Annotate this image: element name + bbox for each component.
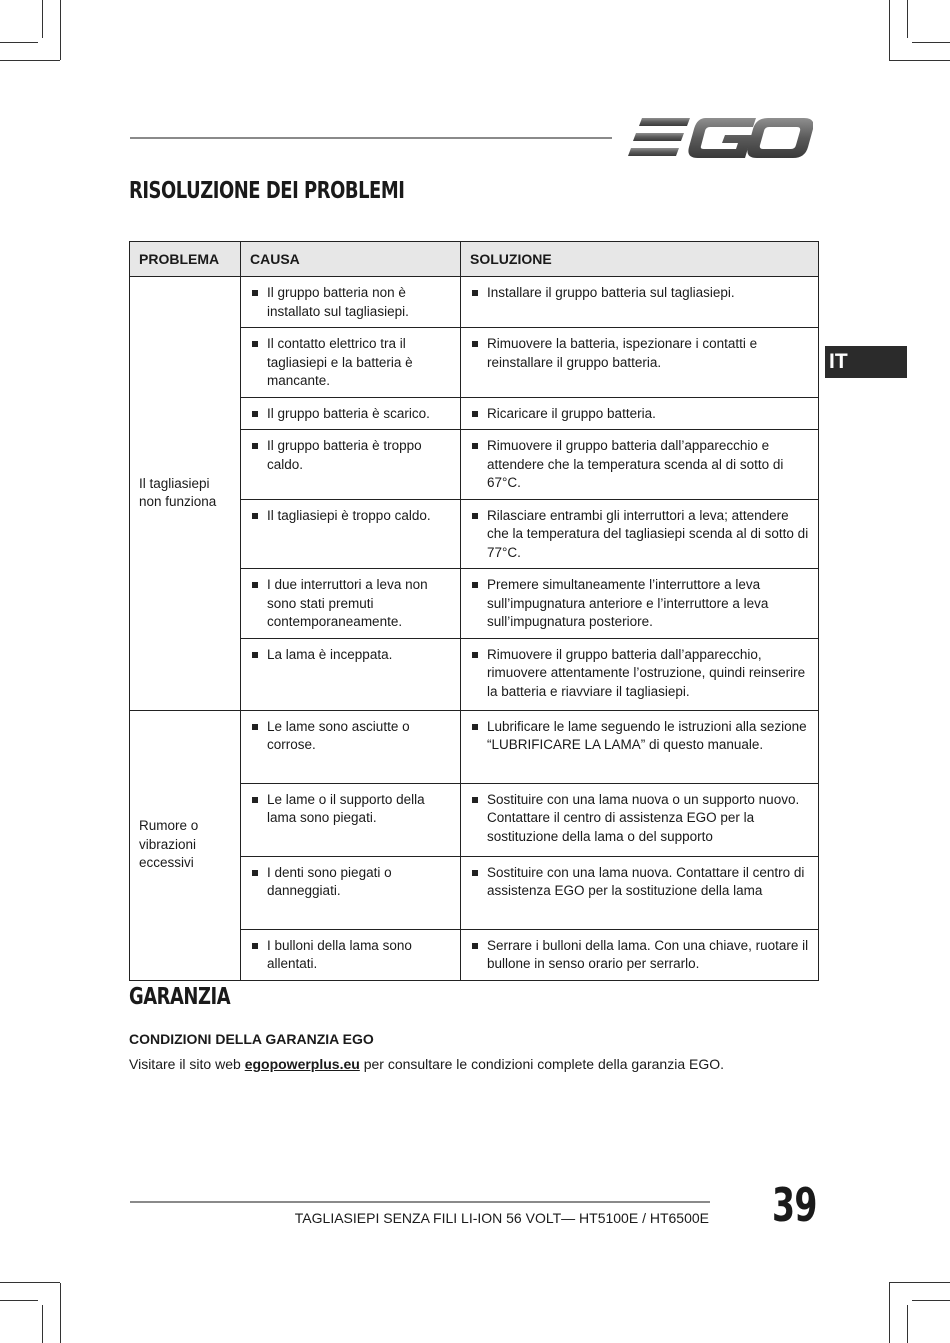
bullet-icon (472, 411, 478, 417)
crop-mark (907, 1305, 908, 1343)
crop-mark (0, 60, 60, 61)
header-problem: PROBLEMA (130, 242, 241, 277)
solution-text: Lubrificare le lame seguendo le istruzioni alla sezione “LUBRIFICARE LA LAMA” di questo manuale. (487, 718, 807, 752)
crop-mark (42, 0, 43, 38)
solution-text: Serrare i bulloni della lama. Con una chiave, ruotare il bullone in senso orario per serrarlo. (487, 937, 809, 971)
crop-mark (912, 42, 950, 43)
crop-mark (889, 1282, 950, 1283)
solution-text: Rimuovere il gruppo batteria dall’apparecchio, rimuovere attentamente l’ostruzione, quindi reinserire la batteria e riavviare il tagliasiepi. (487, 646, 806, 699)
crop-mark (60, 1283, 61, 1343)
warranty-link[interactable]: egopowerplus.eu (244, 1056, 360, 1072)
section-title-troubleshooting: RISOLUZIONE DEI PROBLEMI (129, 178, 405, 204)
solution-text: Sostituire con una lama nuova. Contattare il centro di assistenza EGO per la sostituzione della lama (487, 864, 805, 898)
ego-logo (628, 116, 813, 160)
bullet-icon (252, 290, 258, 296)
problem-cell: Rumore o vibrazioni eccessivi (130, 710, 241, 980)
bullet-icon (252, 652, 258, 658)
cause-text: Il gruppo batteria è troppo caldo. (267, 438, 422, 472)
bullet-icon (252, 341, 258, 347)
bullet-icon (472, 582, 478, 588)
bullet-icon (252, 943, 258, 949)
cause-text: Il contatto elettrico tra il tagliasiepi e la batteria è mancante. (267, 336, 413, 388)
crop-mark (0, 42, 38, 43)
bullet-icon (472, 513, 478, 519)
solution-text: Rilasciare entrambi gli interruttori a leva; attendere che la temperatura del tagliasiepi scenda al di sotto di 77°C. (487, 507, 809, 560)
bullet-icon (472, 652, 478, 658)
warranty-text-before: Visitare il sito web (129, 1056, 245, 1072)
table-row (130, 277, 819, 328)
bullet-icon (472, 290, 478, 296)
bullet-icon (472, 443, 478, 449)
problem-cell: Il tagliasiepi non funziona (130, 277, 241, 711)
cause-text: I denti sono piegati o danneggiati. (267, 864, 392, 898)
crop-mark (42, 1305, 43, 1343)
bullet-icon (252, 411, 258, 417)
cause-text: I due interruttori a leva non sono stati premuti contemporaneamente. (267, 577, 428, 629)
footer-rule (130, 1201, 710, 1203)
troubleshooting-table (129, 241, 819, 981)
solution-text: Ricaricare il gruppo batteria. (487, 405, 656, 421)
bullet-icon (472, 870, 478, 876)
bullet-icon (252, 582, 258, 588)
crop-mark (889, 1283, 890, 1343)
cause-text: La lama è inceppata. (267, 646, 393, 662)
crop-mark (889, 60, 950, 61)
bullet-icon (252, 513, 258, 519)
crop-mark (912, 1300, 950, 1301)
bullet-icon (472, 724, 478, 730)
header-solution: SOLUZIONE (461, 242, 819, 277)
bullet-icon (472, 943, 478, 949)
table-row (130, 710, 819, 783)
solution-text: Installare il gruppo batteria sul tagliasiepi. (487, 285, 735, 300)
solution-text: Premere simultaneamente l’interruttore a leva sull’impugnatura anteriore e l’interruttore a leva sull’impugnatura posteriore. (487, 577, 769, 629)
language-tab: IT (825, 346, 907, 378)
crop-mark (60, 0, 61, 60)
cause-text: Le lame o il supporto della lama sono piegati. (267, 791, 425, 825)
crop-mark (907, 0, 908, 38)
crop-mark (0, 1282, 60, 1283)
solution-text: Rimuovere la batteria, ispezionare i contatti e reinstallare il gruppo batteria. (487, 336, 758, 370)
crop-mark (889, 0, 890, 60)
page-number: 39 (772, 1178, 817, 1232)
warranty-text-after: per consultare le condizioni complete della garanzia EGO. (359, 1056, 725, 1072)
bullet-icon (252, 870, 258, 876)
cause-text: Il tagliasiepi è troppo caldo. (267, 507, 431, 523)
cause-text: I bulloni della lama sono allentati. (267, 937, 412, 971)
cause-text: Il gruppo batteria è scarico. (267, 405, 430, 421)
bullet-icon (252, 797, 258, 803)
bullet-icon (252, 443, 258, 449)
cause-text: Le lame sono asciutte o corrose. (267, 718, 410, 752)
bullet-icon (472, 341, 478, 347)
bullet-icon (472, 797, 478, 803)
section-title-warranty: GARANZIA (129, 984, 231, 1010)
warranty-paragraph (129, 1056, 724, 1072)
header-rule (130, 137, 612, 139)
solution-text: Sostituire con una lama nuova o un supporto nuovo. Contattare il centro di assistenza EGO per la sostituzione della lama o del supporto (487, 791, 800, 844)
bullet-icon (252, 724, 258, 730)
crop-mark (0, 1300, 38, 1301)
solution-text: Rimuovere il gruppo batteria dall’apparecchio e attendere che la temperatura scenda al di sotto di 67°C. (487, 438, 784, 490)
table-header-row (130, 242, 819, 277)
header-cause: CAUSA (241, 242, 461, 277)
warranty-subtitle: CONDIZIONI DELLA GARANZIA EGO (129, 1031, 374, 1047)
cause-text: Il gruppo batteria non è installato sul tagliasiepi. (267, 285, 409, 319)
footer-product: TAGLIASIEPI SENZA FILI LI-ION 56 VOLT— HT5100E / HT6500E (294, 1210, 709, 1226)
